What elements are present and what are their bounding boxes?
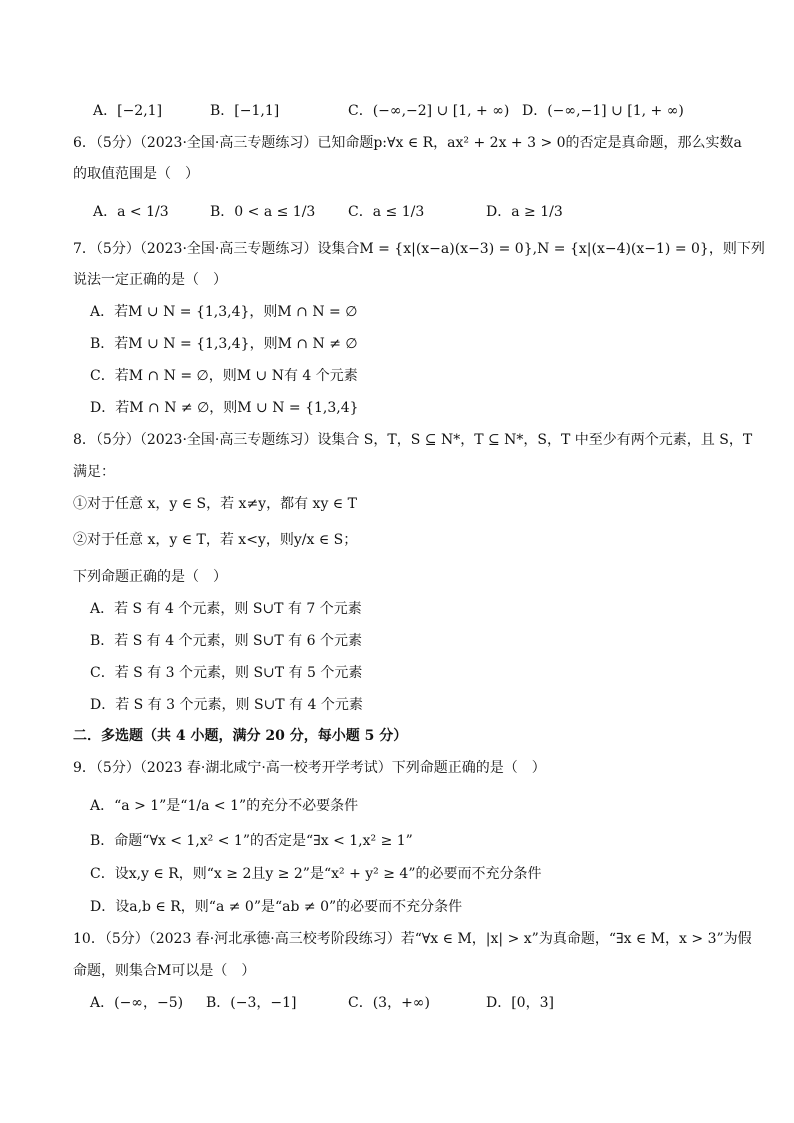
q8-condition-2: ②对于任意 x，y ∈ T，若 x<y，则y/x ∈ S； [73, 532, 358, 548]
q8-option-c: C．若 S 有 3 个元素，则 S∪T 有 5 个元素 [90, 665, 363, 681]
q8-stem: 8．（5分）（2023·全国·高三专题练习）设集合 S，T，S ⊆ N*，T ⊆ N*，S，T 中至少有两个元素，且 S，T [73, 432, 753, 448]
q7-stem-cont: 说法一定正确的是（ ） [73, 272, 227, 288]
q10-option-b: B．(−3，−1] [206, 995, 297, 1011]
q10-option-a: A．(−∞，−5) [90, 995, 184, 1011]
q8-option-a: A．若 S 有 4 个元素，则 S∪T 有 7 个元素 [90, 601, 362, 617]
q10-option-d: D．[0，3] [486, 995, 554, 1011]
q10-stem: 10．（5分）（2023 春·河北承德·高三校考阶段练习）若“∀x ∈ M，|x| > x”为真命题，“∃x ∈ M，x > 3”为假 [73, 931, 752, 947]
q8-option-d: D．若 S 有 3 个元素，则 S∪T 有 4 个元素 [90, 697, 363, 713]
q6-stem: 6．（5分）（2023·全国·高三专题练习）已知命题p:∀x ∈ R，ax² + 2x + 3 > 0的否定是真命题，那么实数a [73, 135, 742, 151]
q5-option-b: B．[−1,1] [210, 103, 280, 119]
q7-stem: 7．（5分）（2023·全国·高三专题练习）设集合M = {x|(x−a)(x−3) = 0},N = {x|(x−4)(x−1) = 0}，则下列 [73, 241, 765, 257]
q8-stem-cont: 满足： [73, 464, 115, 480]
q9-option-a: A．“a > 1”是“1/a < 1”的充分不必要条件 [90, 798, 359, 814]
section-heading-multi-choice: 二．多选题（共 4 小题，满分 20 分，每小题 5 分） [73, 728, 408, 744]
q8-condition-1: ①对于任意 x，y ∈ S，若 x≠y，都有 xy ∈ T [73, 496, 357, 512]
q7-option-b: B．若M ∪ N = {1,3,4}，则M ∩ N ≠ ∅ [90, 336, 358, 352]
q5-option-d: D．(−∞,−1] ∪ [1, + ∞) [522, 103, 684, 119]
q8-prompt: 下列命题正确的是（ ） [73, 569, 227, 585]
q6-option-d: D．a ≥ 1/3 [486, 204, 563, 220]
q10-option-c: C．(3，+∞) [348, 995, 430, 1011]
q9-option-c: C．设x,y ∈ R，则“x ≥ 2且y ≥ 2”是“x² + y² ≥ 4”的必要而不充分条件 [90, 866, 542, 882]
q9-stem: 9．（5分）（2023 春·湖北咸宁·高一校考开学考试）下列命题正确的是（ ） [73, 760, 546, 776]
q8-option-b: B．若 S 有 4 个元素，则 S∪T 有 6 个元素 [90, 633, 362, 649]
q5-option-a: A．[−2,1] [93, 103, 163, 119]
q7-option-a: A．若M ∪ N = {1,3,4}，则M ∩ N = ∅ [90, 304, 358, 320]
q6-stem-cont: 的取值范围是（ ） [73, 166, 199, 182]
q7-option-d: D．若M ∩ N ≠ ∅，则M ∪ N = {1,3,4} [90, 400, 359, 416]
q6-option-a: A．a < 1/3 [93, 204, 169, 220]
q9-option-d: D．设a,b ∈ R，则“a ≠ 0”是“ab ≠ 0”的必要而不充分条件 [90, 899, 463, 915]
q6-option-b: B．0 < a ≤ 1/3 [210, 204, 316, 220]
q6-option-c: C．a ≤ 1/3 [348, 204, 425, 220]
q7-option-c: C．若M ∩ N = ∅，则M ∪ N有 4 个元素 [90, 368, 358, 384]
q9-option-b: B．命题“∀x < 1,x² < 1”的否定是“∃x < 1,x² ≥ 1” [90, 833, 413, 849]
q5-option-c: C．(−∞,−2] ∪ [1, + ∞) [348, 103, 510, 119]
q10-stem-cont: 命题，则集合M可以是（ ） [73, 963, 256, 979]
